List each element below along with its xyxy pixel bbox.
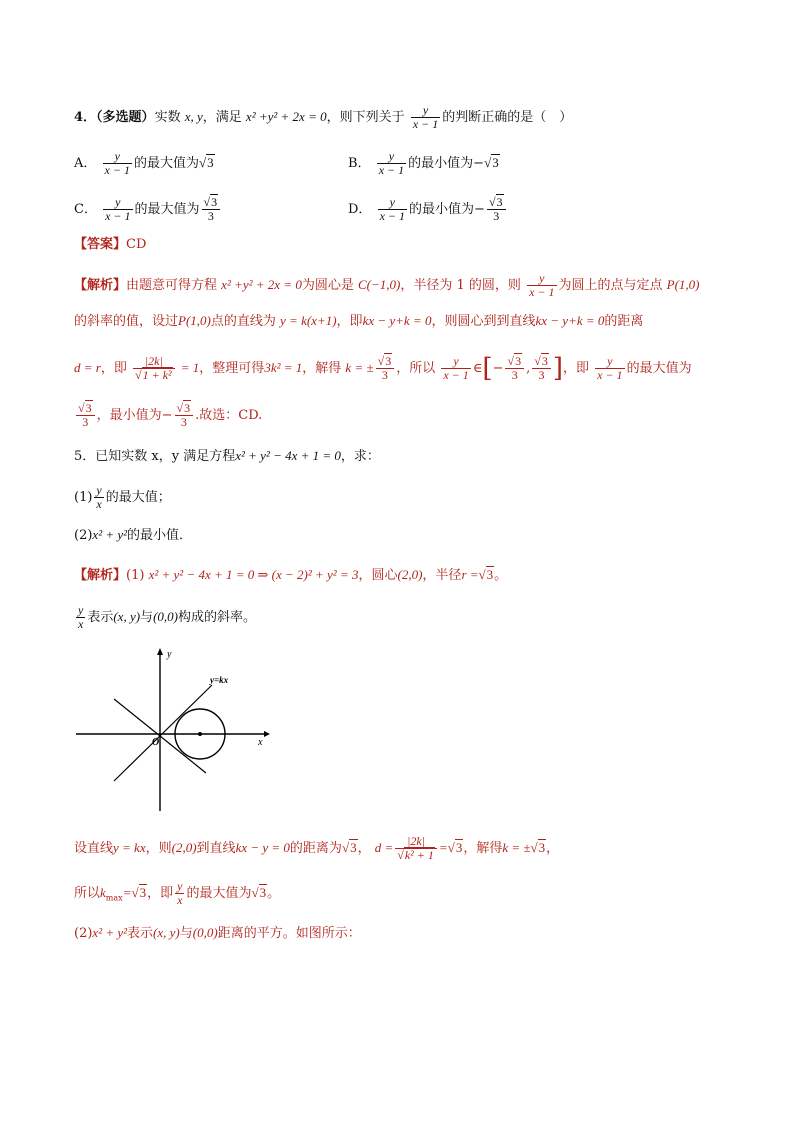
slope-figure	[74, 645, 274, 815]
q4-analysis-line4: $\frac{√3}{3}$ ，最小值为− $\frac{√3}{3}$ .故选：CD.	[78, 401, 263, 429]
analysis-label: 【解析】	[74, 278, 127, 293]
option-c-letter: C．	[74, 202, 97, 217]
q4-fraction: $\frac{y}{x - 1}$	[412, 103, 439, 131]
option-d-letter: D．	[348, 202, 372, 217]
q4-number: 4．	[74, 110, 97, 125]
q4-option-d: D． $\frac{y}{x - 1}$ 的最小值为− $\frac{√3}{3}$	[348, 196, 508, 223]
option-a-text: 的最大值为	[133, 156, 199, 171]
q4-stem-text-c: ，则下列关于	[326, 110, 405, 125]
x-arrow	[264, 731, 270, 737]
q4-equation: x² +y² + 2x = 0	[245, 109, 327, 124]
y-arrow	[157, 648, 163, 655]
option-c-text: 的最大值为	[134, 202, 200, 217]
q5-part2: (2)x² + y²的最小值．	[74, 527, 193, 543]
option-a-letter: A．	[74, 156, 97, 171]
q4-stem-text-b: ，满足	[202, 110, 242, 125]
fig-origin-label: O	[152, 737, 160, 748]
q5-stem: 5．已知实数 x，y 满足方程x² + y² − 4x + 1 = 0，求：	[74, 448, 380, 464]
q4-answer	[74, 236, 146, 254]
q4-tag: （多选题）	[96, 110, 155, 125]
q4-analysis-line2: 的斜率的值，设过P(1,0)点的直线为 y = k(x+1)，即kx − y+k = 0，则圆心到到直线kx − y+k = 0的距离	[74, 313, 644, 329]
q5-analysis-line2: $\frac{y}{x}$ 表示(x, y)与(0,0)构成的斜率。	[78, 603, 256, 631]
q5-analysis-line4: 所以$k_{max}=√3$，即 $\frac{y}{x}$ 的最大值为√3。	[74, 879, 281, 907]
q4-vars: x, y	[184, 109, 203, 124]
fig-x-label: x	[258, 737, 263, 748]
analysis-label-5: 【解析】	[74, 568, 127, 583]
sqrt3: √3	[198, 155, 214, 170]
q4-stem	[74, 104, 572, 131]
answer-value: CD	[126, 237, 147, 252]
option-b-text: 的最小值为	[408, 156, 474, 171]
q4-option-c: C． $\frac{y}{x - 1}$ 的最大值为 $\frac{√3}{3}$	[74, 196, 222, 223]
circle-center	[198, 732, 202, 736]
q4-option-b: B． $\frac{y}{x - 1}$ 的最小值为−√3	[348, 149, 499, 177]
answer-label: 【答案】	[74, 237, 127, 252]
q4-analysis-line1: 【解析】由题意可得方程 x² +y² + 2x = 0为圆心是 C(−1,0)，半径为 1 的圆，则 $\frac{y}{x - 1}$ 为圆上的点与定点 P(1,0)	[74, 271, 700, 299]
q4-stem-text-d: 的判断正确的是（ ）	[442, 110, 573, 125]
q4-analysis-line3: d = r，即 $\frac{|2k|}{\text{√1 + k²}}$ = 1，整理可得3k² = 1，解得 k = ± $\frac{√3}{3}$ ，所以 $\frac{y}{x - 1}$ ∈[− $\frac{√3}{3}$ , $\frac{√3}{3}$ ]，即 $\frac{y}{x - 1}$ 的最大值为	[74, 353, 692, 384]
fig-line-label: y=kx	[210, 675, 229, 685]
option-d-text: 的最小值为	[409, 202, 475, 217]
q5-part1: (1) $\frac{y}{x}$ 的最大值；	[74, 483, 171, 511]
q5-analysis-line1: 【解析】(1) x² + y² − 4x + 1 = 0 ⇒ (x − 2)² + y² = 3，圆心(2,0)，半径r =√3。	[74, 567, 508, 583]
q4-stem-text: 实数	[154, 110, 181, 125]
option-b-letter: B．	[348, 156, 371, 171]
q5-analysis-line5: (2)x² + y²表示(x, y)与(0,0)距离的平方。如图所示：	[74, 925, 361, 941]
q5-analysis-line3: 设直线y = kx，则(2,0)到直线kx − y = 0的距离为√3， d = $\frac{|2k|}{\text{√k² + 1}}$ =√3，解得k = ±√3，	[74, 834, 560, 862]
q4-option-a: A． $\frac{y}{x - 1}$ 的最大值为√3	[74, 149, 214, 177]
fig-y-label: y	[167, 649, 172, 660]
